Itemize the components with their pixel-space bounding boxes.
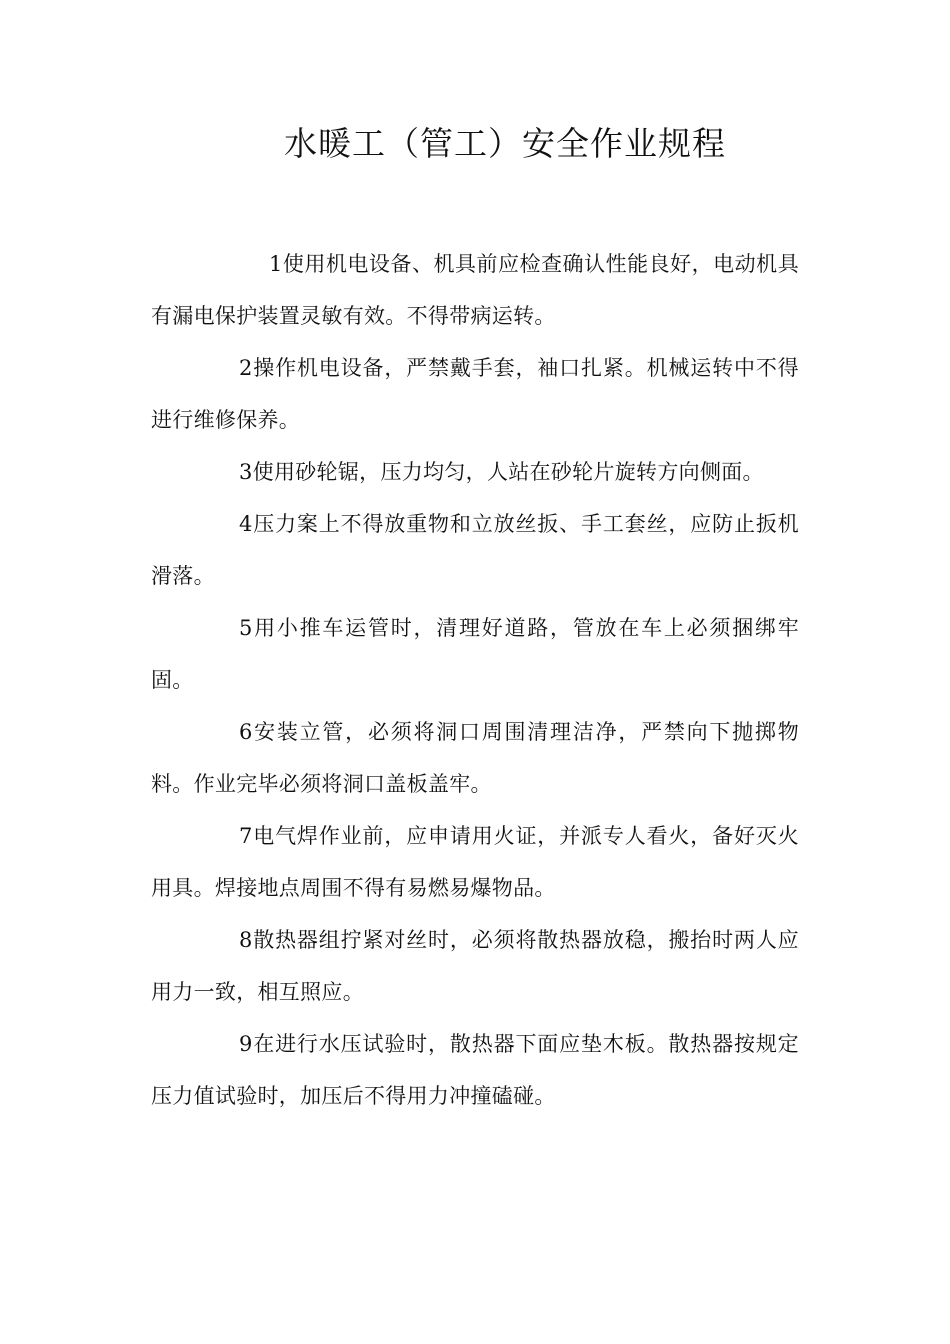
rule-paragraph-3: 3使用砂轮锯，压力均匀，人站在砂轮片旋转方向侧面。 <box>239 460 764 484</box>
document-body <box>151 238 799 1122</box>
rule-paragraph-8: 8散热器组拧紧对丝时，必须将散热器放稳，搬抬时两人应用力一致，相互照应。 <box>151 928 799 1004</box>
rule-paragraph-7: 7电气焊作业前，应申请用火证，并派专人看火，备好灭火用具。焊接地点周围不得有易燃易爆物品。 <box>151 824 799 900</box>
rule-paragraph-2: 2操作机电设备，严禁戴手套，袖口扎紧。机械运转中不得进行维修保养。 <box>151 356 799 432</box>
rule-paragraph-6: 6安装立管，必须将洞口周围清理洁净，严禁向下抛掷物料。作业完毕必须将洞口盖板盖牢。 <box>151 720 799 796</box>
rule-paragraph-9: 9在进行水压试验时，散热器下面应垫木板。散热器按规定压力值试验时，加压后不得用力冲撞磕碰。 <box>151 1032 799 1108</box>
rule-paragraph-5: 5用小推车运管时，清理好道路，管放在车上必须捆绑牢固。 <box>151 616 799 692</box>
rule-paragraph-4: 4压力案上不得放重物和立放丝扳、手工套丝，应防止扳机滑落。 <box>151 512 799 588</box>
document-title: 水暖工（管工）安全作业规程 <box>284 124 726 163</box>
rule-paragraph-1: 1使用机电设备、机具前应检查确认性能良好，电动机具有漏电保护装置灵敏有效。不得带病运转。 <box>151 252 799 328</box>
